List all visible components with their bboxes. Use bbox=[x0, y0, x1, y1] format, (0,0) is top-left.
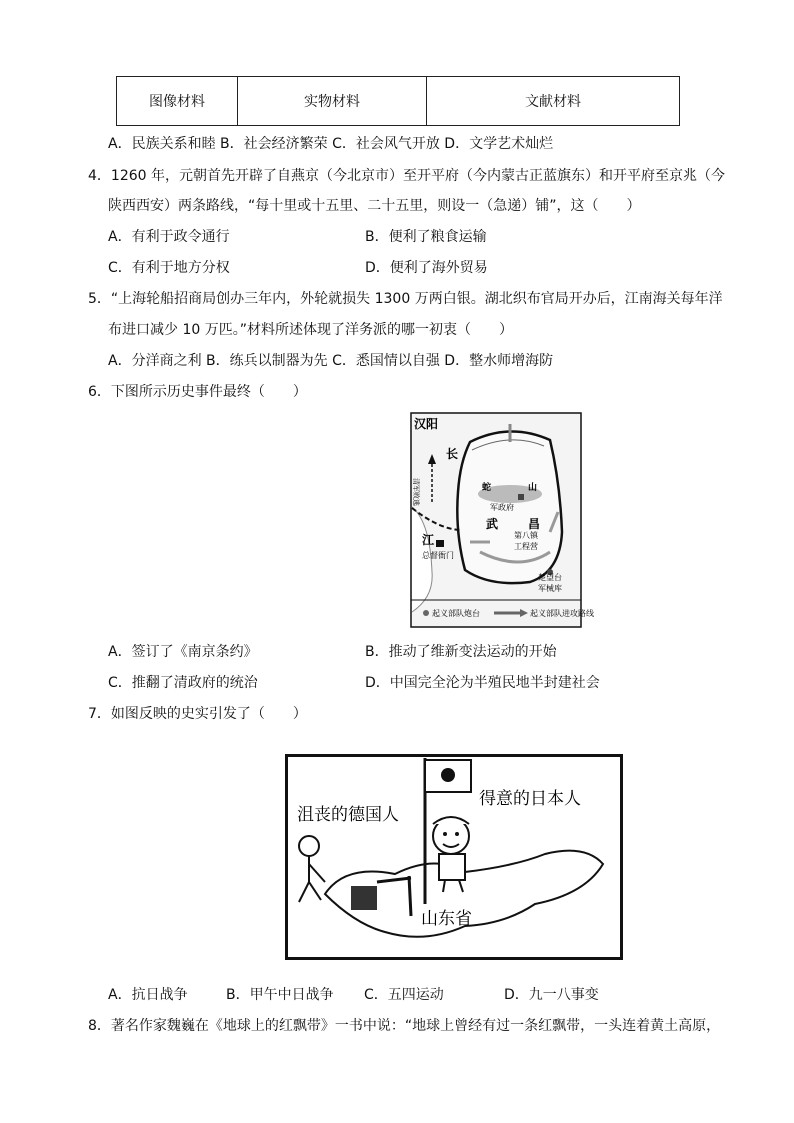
q3-options: A．民族关系和睦 B．社会经济繁荣 C．社会风气开放 D．文学艺术灿烂 bbox=[108, 136, 554, 152]
label-junxieku: 军械库 bbox=[538, 584, 562, 593]
q6-option-c: C．推翻了清政府的统治 bbox=[108, 675, 258, 691]
q4-option-c: C．有利于地方分权 bbox=[108, 260, 230, 276]
material-table bbox=[116, 76, 680, 126]
label-chang2: 昌 bbox=[528, 517, 541, 531]
q6-option-b: B．推动了维新变法运动的开始 bbox=[365, 644, 557, 660]
q5-stem-line1: 5．“上海轮船招商局创办三年内，外轮就损失 1300 万两白银。湖北织布官局开办后，江南海关每年洋 bbox=[88, 291, 723, 307]
label-german: 沮丧的德国人 bbox=[297, 805, 399, 825]
q7-stem: 7．如图反映的史实引发了（ ） bbox=[88, 706, 307, 722]
label-qing-army: 清军败逃 bbox=[412, 478, 420, 506]
label-jiang: 江 bbox=[422, 533, 435, 547]
label-gongchengying: 工程营 bbox=[514, 542, 538, 551]
legend-paotai: 起义部队炮台 bbox=[432, 609, 480, 618]
label-eighth: 第八镇 bbox=[514, 531, 538, 540]
q8-stem-line1: 8．著名作家魏巍在《地球上的红飘带》一书中说：“地球上曾经有过一条红飘带，一头连着黄土高原， bbox=[88, 1018, 721, 1034]
q4-option-d: D．便利了海外贸易 bbox=[365, 260, 488, 276]
q7-option-a: A．抗日战争 bbox=[108, 987, 188, 1003]
q5-stem-line2: 布进口减少 10 万匹。”材料所述体现了洋务派的哪一初衷（ ） bbox=[108, 322, 513, 338]
label-hanyang-1: 汉阳 bbox=[414, 417, 439, 431]
table-row bbox=[117, 77, 680, 126]
q6-stem: 6．下图所示历史事件最终（ ） bbox=[88, 384, 307, 400]
label-zongdu: 总督衙门 bbox=[422, 551, 454, 560]
label-chuwangtai: 楚望台 bbox=[538, 573, 562, 582]
table-cell: 实物材料 bbox=[238, 77, 427, 126]
q4-stem-line1: 4．1260 年，元朝首先开辟了自燕京（今北京市）至开平府（今内蒙古正蓝旗东）和开平府至京兆（今 bbox=[88, 168, 725, 184]
label-japanese: 得意的日本人 bbox=[479, 789, 581, 809]
q4-option-b: B．便利了粮食运输 bbox=[365, 229, 487, 245]
label-chang: 长 bbox=[446, 447, 459, 461]
label-shandong: 山东省 bbox=[421, 909, 472, 929]
q4-stem-line2: 陕西西安）两条路线，“每十里或十五里、二十五里，则设一（急递）铺”，这（ ） bbox=[108, 198, 641, 214]
q7-option-d: D．九一八事变 bbox=[504, 987, 599, 1003]
label-she: 蛇 bbox=[482, 483, 492, 493]
shandong-cartoon bbox=[285, 754, 623, 960]
q4-option-a: A．有利于政令通行 bbox=[108, 229, 230, 245]
q7-option-b: B．甲午中日战争 bbox=[226, 987, 334, 1003]
wuchang-uprising-map bbox=[410, 412, 594, 628]
legend-route: 起义部队进攻路线 bbox=[530, 609, 594, 618]
q6-option-d: D．中国完全沦为半殖民地半封建社会 bbox=[365, 675, 600, 691]
table-cell: 文献材料 bbox=[427, 77, 680, 126]
label-shan: 山 bbox=[528, 483, 538, 493]
table-cell: 图像材料 bbox=[117, 77, 238, 126]
q6-option-a: A．签订了《南京条约》 bbox=[108, 644, 258, 660]
q5-options: A．分洋商之利 B．练兵以制器为先 C．悉国情以自强 D．整水师增海防 bbox=[108, 353, 554, 369]
label-wu: 武 bbox=[486, 517, 499, 531]
q7-option-c: C．五四运动 bbox=[364, 987, 444, 1003]
label-junzhengfu: 军政府 bbox=[490, 503, 514, 512]
